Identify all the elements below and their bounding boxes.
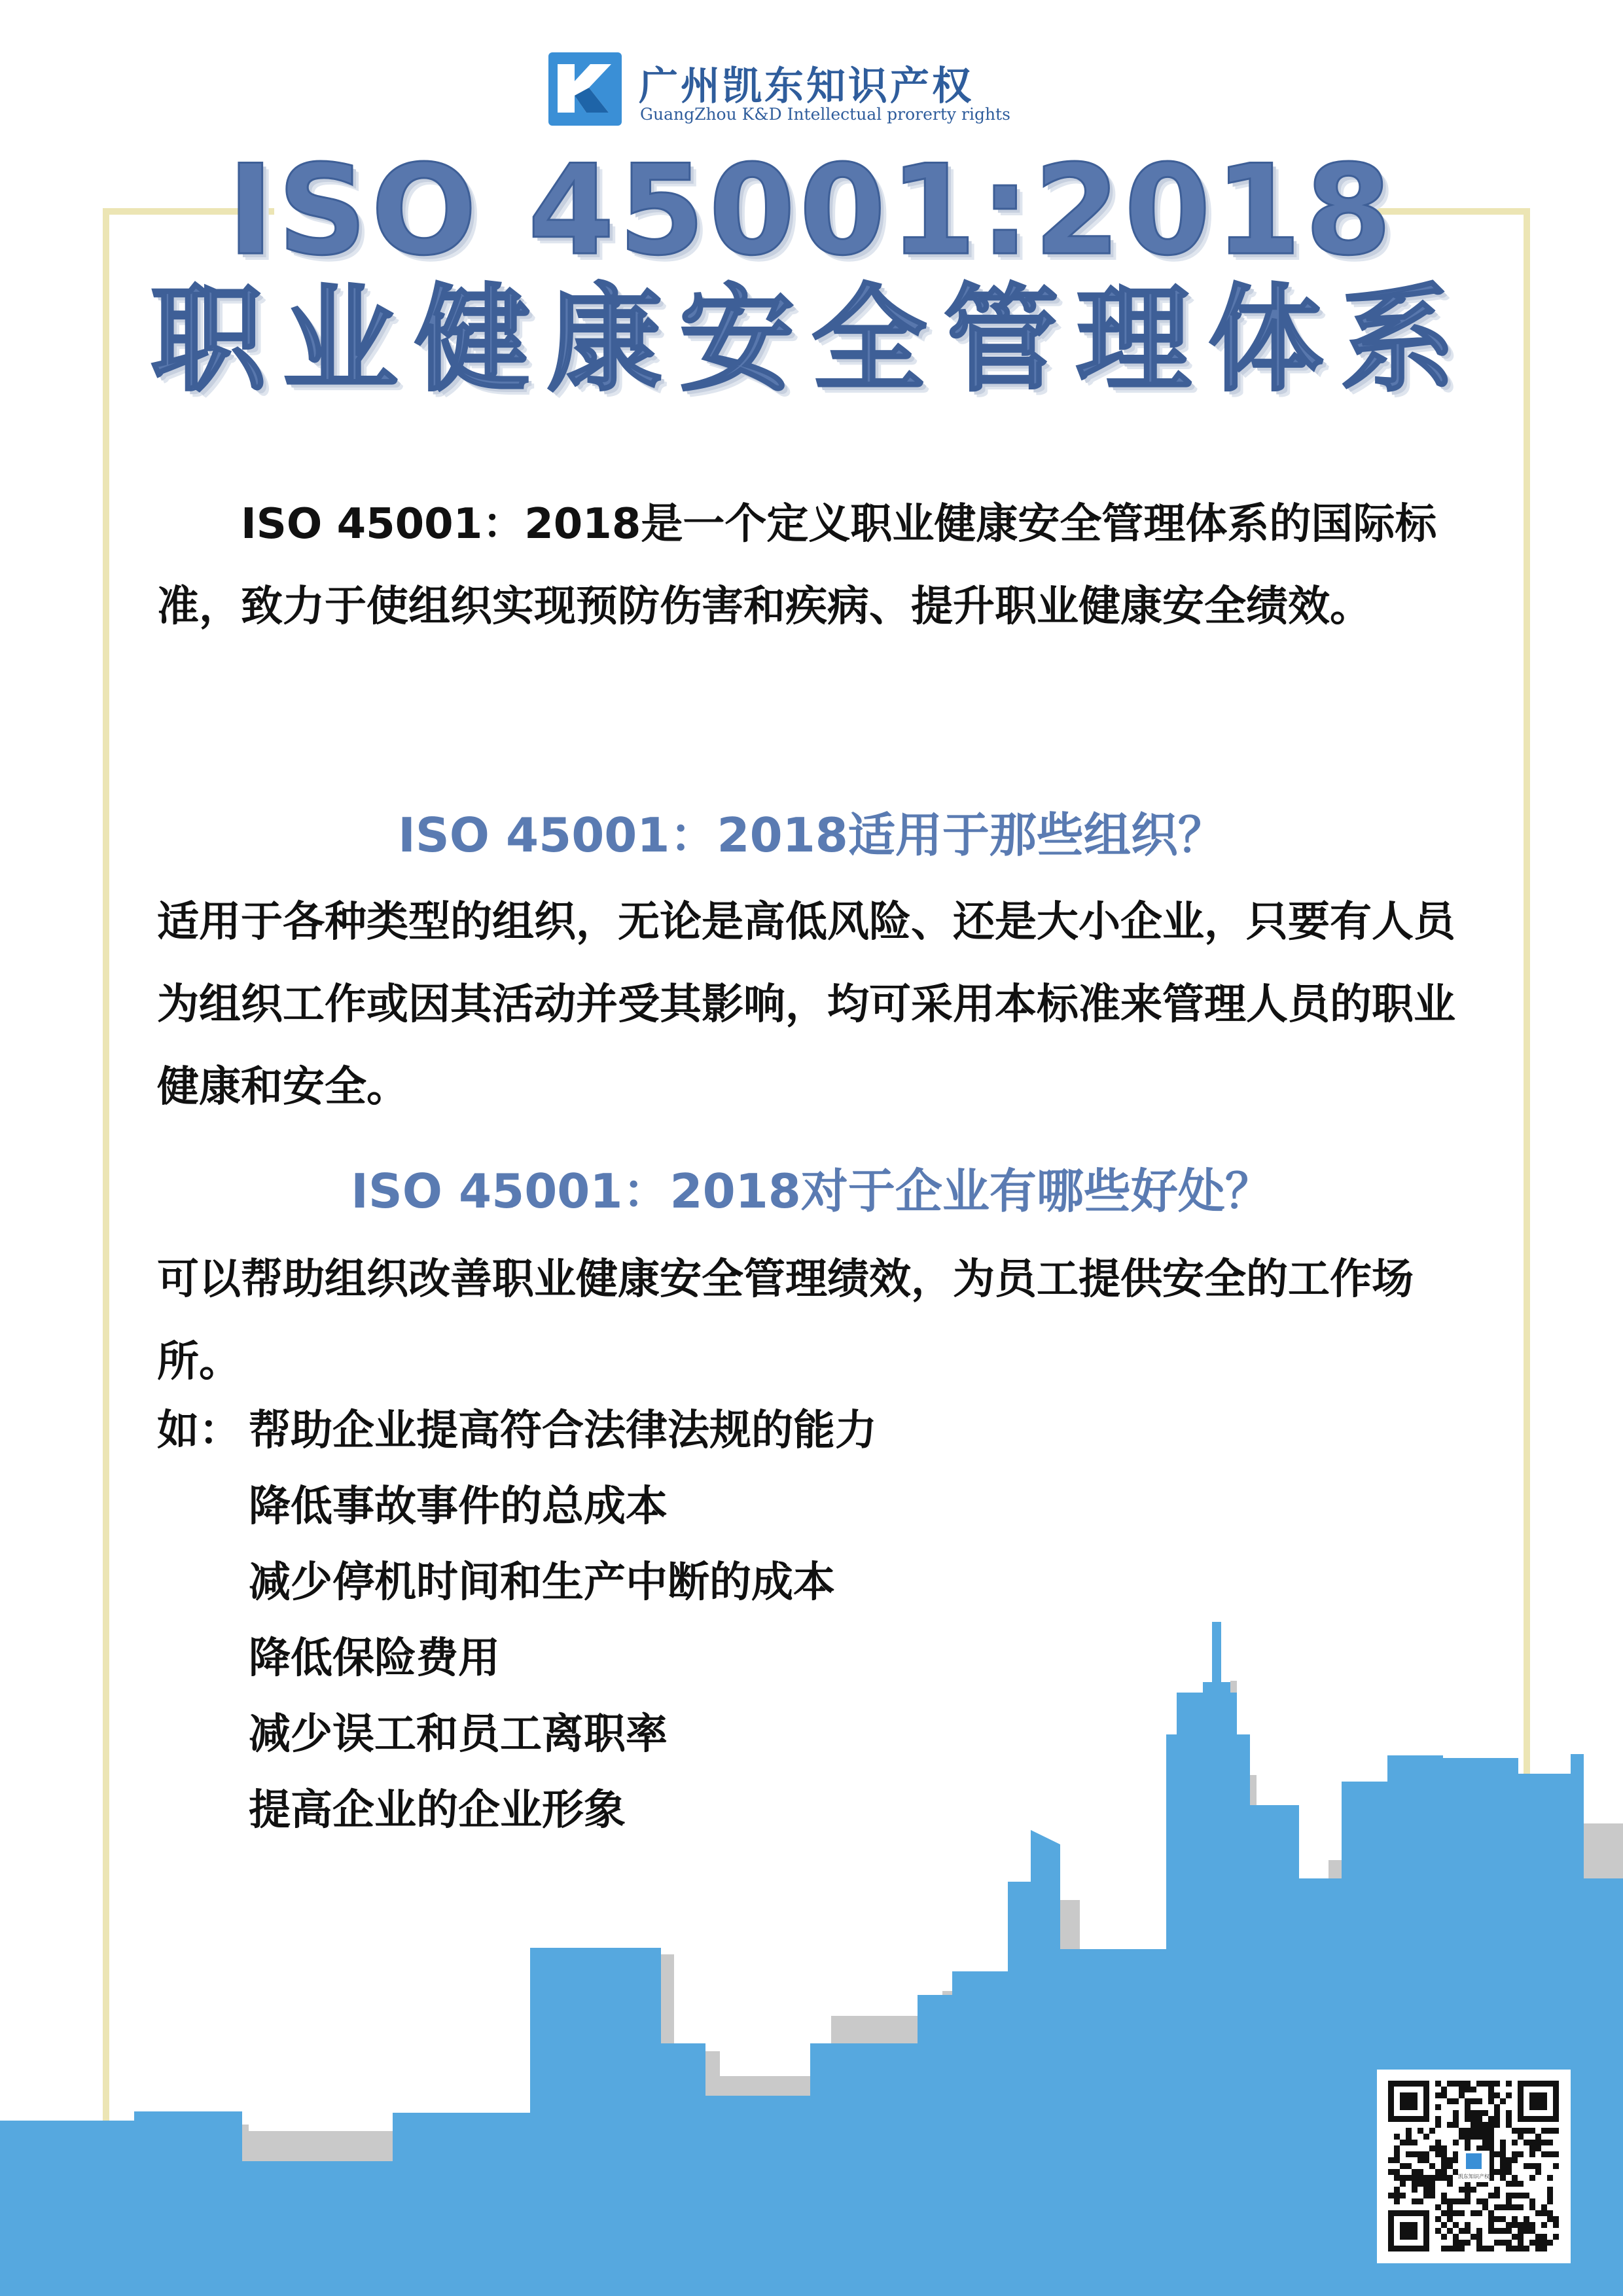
section1-body: 适用于各种类型的组织，无论是高低风险、还是大小企业，只要有人员为组织工作或因其活动并受其影响，均可采用本标准来管理人员的职业健康和安全。 (157, 898, 1455, 1111)
benefit-item: 减少误工和员工离职率 (249, 1710, 668, 1759)
section1-heading: ISO 45001：2018适用于那些组织？ (398, 808, 1225, 863)
qr-code-icon (1377, 2070, 1571, 2263)
brand-name-en: GuangZhou K&D Intellectual prorerty rights (640, 105, 1010, 124)
benefit-item: 提高企业的企业形象 (249, 1786, 626, 1835)
benefit-item: 帮助企业提高符合法律法规的能力 (249, 1407, 877, 1455)
section2-body: 可以帮助组织改善职业健康安全管理绩效，为员工提供安全的工作场所。 (157, 1255, 1414, 1386)
qr-caption: 凯东知识产权 (1458, 2174, 1489, 2179)
qr-code[interactable] (1377, 2070, 1571, 2263)
brand-logo (548, 52, 1085, 131)
benefit-item: 降低事故事件的总成本 (249, 1482, 668, 1531)
intro-paragraph: ISO 45001：2018是一个定义职业健康安全管理体系的国际标准，致力于使组织实现预防伤害和疾病、提升职业健康安全绩效。 (157, 500, 1437, 631)
benefit-item: 减少停机时间和生产中断的成本 (249, 1558, 835, 1607)
list-prefix: 如： (157, 1407, 241, 1455)
kd-logo-icon (548, 52, 622, 126)
section2-heading: ISO 45001：2018对于企业有哪些好处？ (351, 1164, 1272, 1219)
page-title-line1: ISO 45001:2018 (227, 138, 1396, 283)
page-title-line2: 职业健康安全管理体系 (150, 273, 1472, 407)
brand-name-cn: 广州凯东知识产权 (639, 63, 974, 109)
benefit-item: 降低保险费用 (249, 1634, 500, 1683)
